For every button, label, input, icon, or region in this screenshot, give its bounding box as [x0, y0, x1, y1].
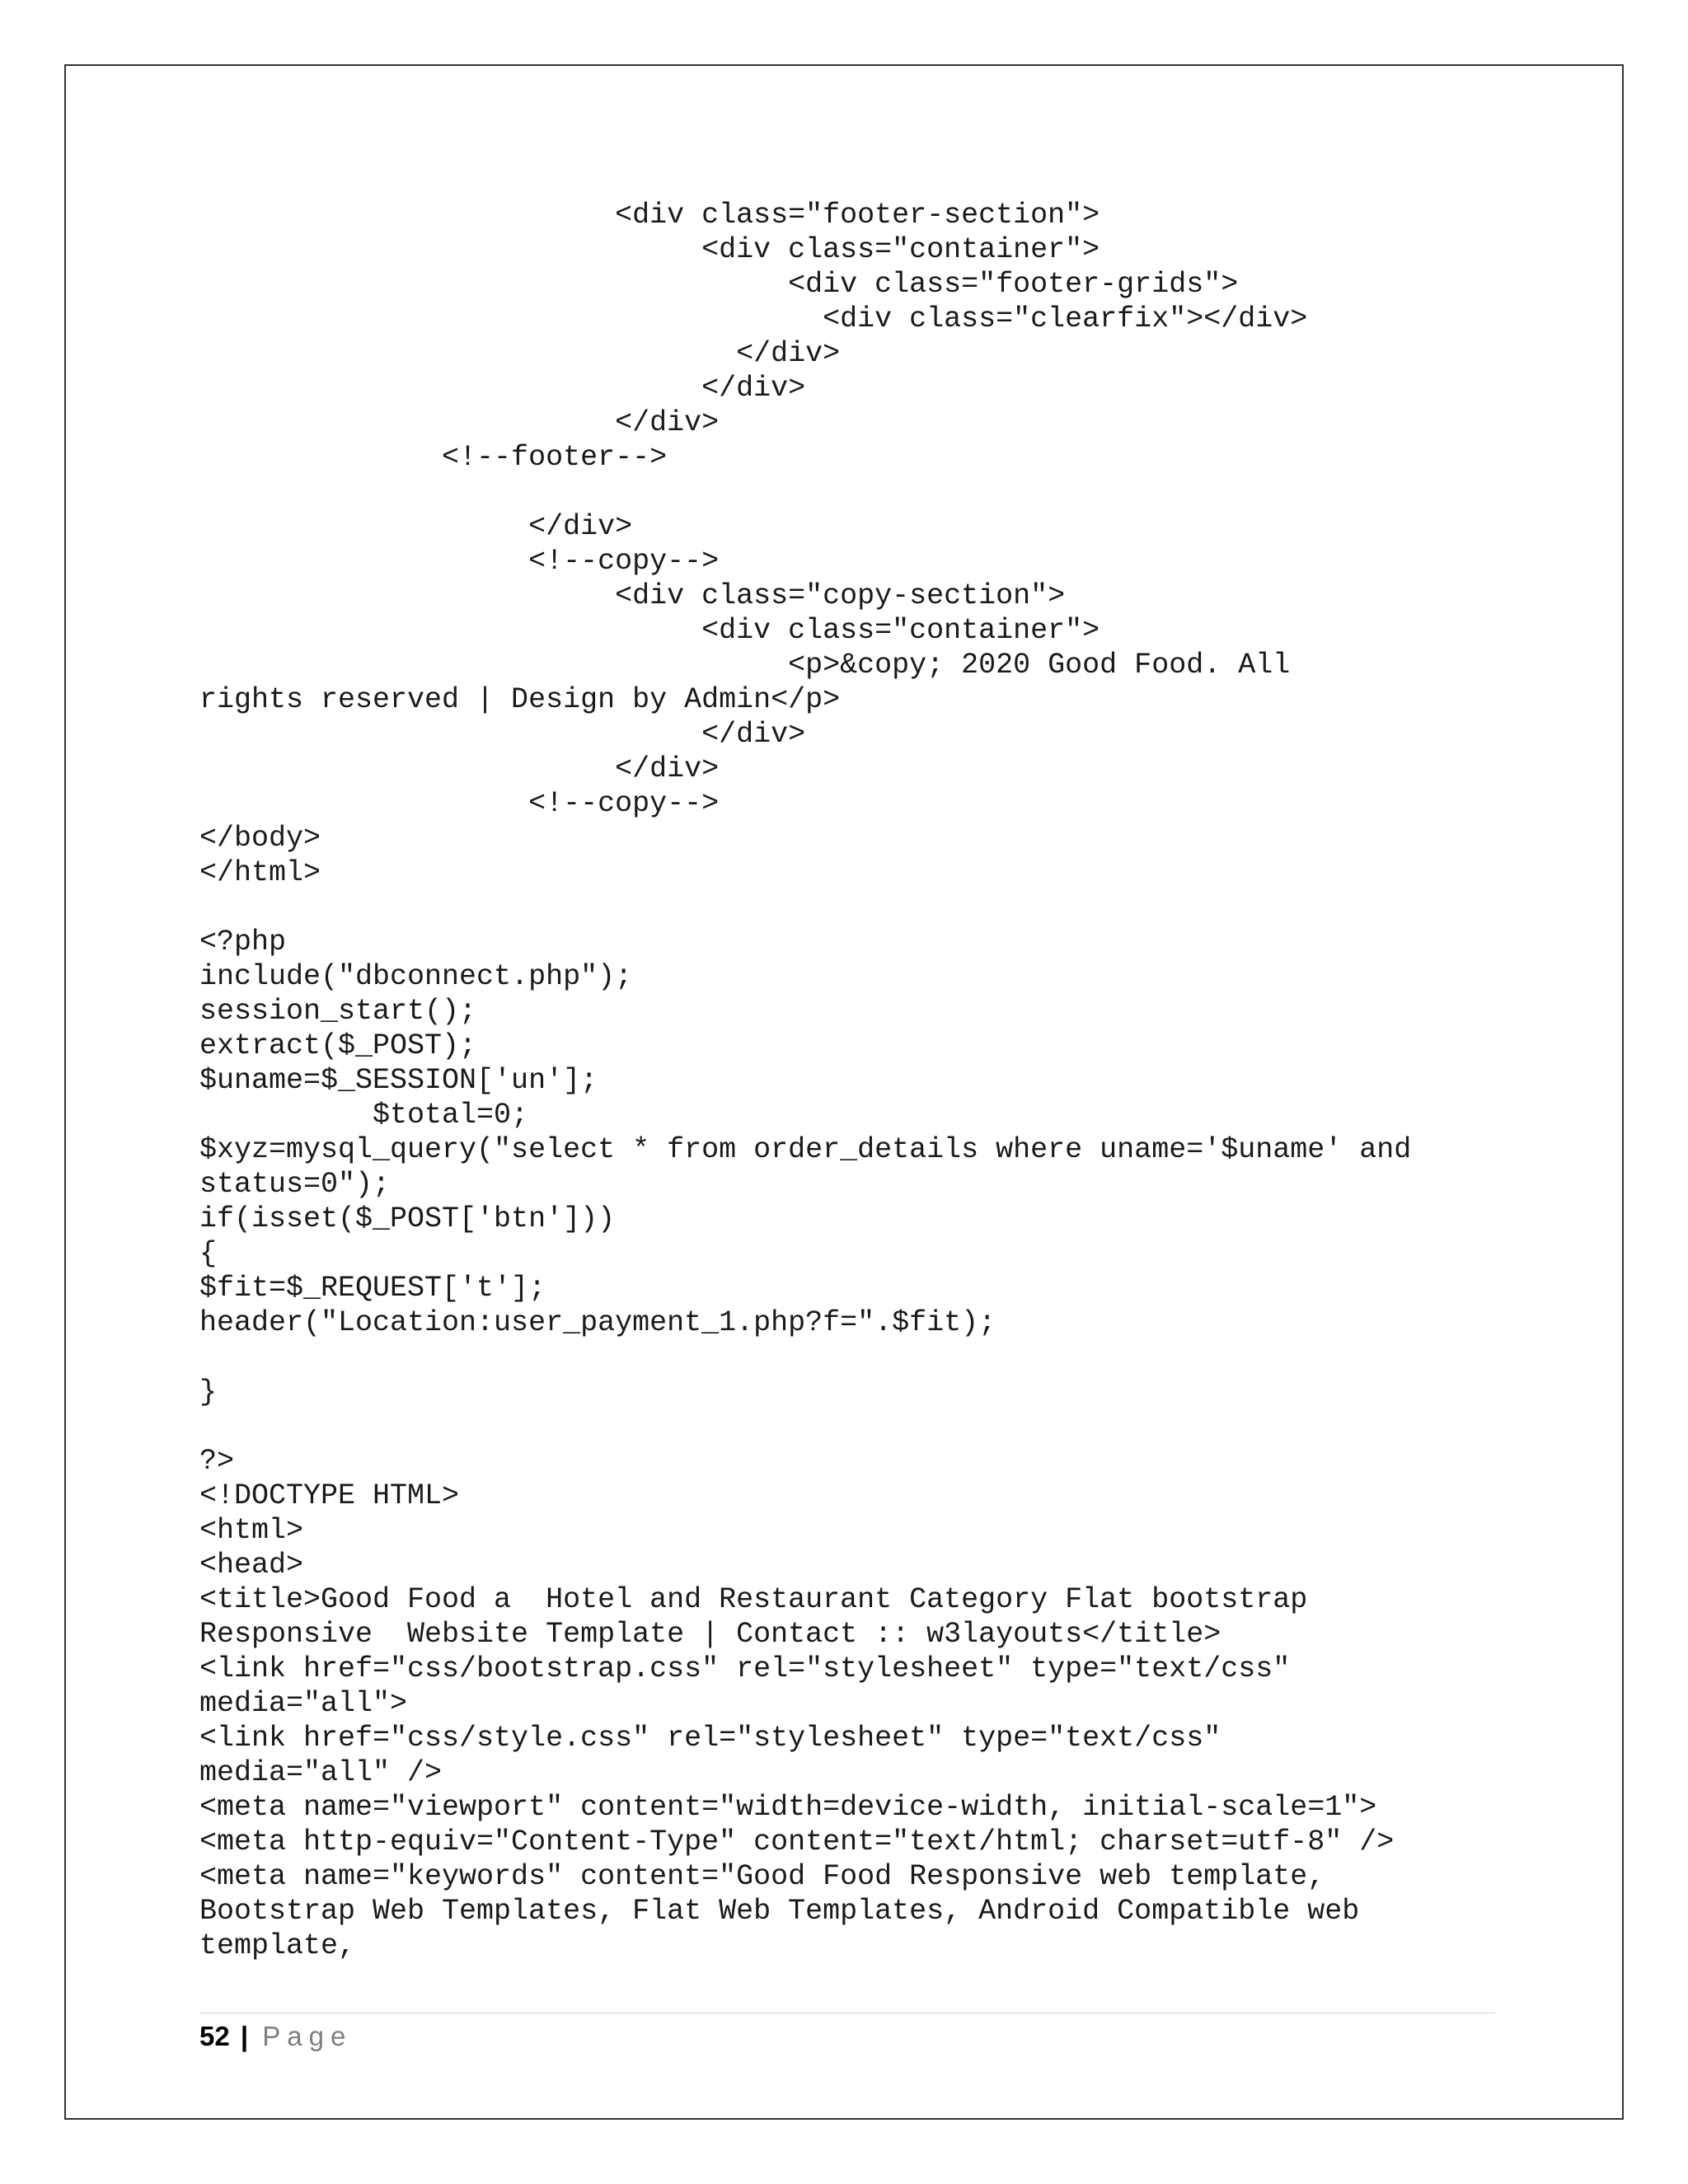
code-line: </div> [199, 752, 720, 785]
code-line: <?php [199, 926, 287, 958]
code-line: $total=0; [199, 1099, 529, 1132]
code-line: <head> [199, 1549, 304, 1582]
code-line: media="all"> [199, 1687, 408, 1720]
code-line: <div class="copy-section"> [199, 579, 1066, 612]
code-line: $xyz=mysql_query("select * from order_details where uname='$uname' and [199, 1133, 1412, 1166]
code-line: </html> [199, 856, 321, 889]
code-line: </body> [199, 822, 321, 855]
code-line: rights reserved | Design by Admin</p> [199, 683, 841, 716]
code-listing [199, 198, 1411, 1963]
code-line: <!--copy--> [199, 545, 720, 578]
code-line: <!DOCTYPE HTML> [199, 1479, 460, 1512]
code-line: Responsive Website Template | Contact :: w3layouts</title> [199, 1618, 1221, 1651]
code-line: <!--footer--> [199, 441, 668, 474]
code-line: <title>Good Food a Hotel and Restaurant Category Flat bootstrap [199, 1583, 1308, 1616]
code-line: media="all" /> [199, 1756, 443, 1789]
code-line: <link href="css/style.css" rel="stylesheet" type="text/css" [199, 1722, 1221, 1755]
code-line: include("dbconnect.php"); [199, 960, 633, 993]
code-line [199, 1340, 1411, 1375]
code-line: $uname=$_SESSION['un']; [199, 1064, 598, 1097]
code-line: Bootstrap Web Templates, Flat Web Templates, Android Compatible web [199, 1895, 1360, 1928]
code-line: <meta name="viewport" content="width=device-width, initial-scale=1"> [199, 1791, 1377, 1824]
code-line: <div class="footer-section"> [199, 199, 1100, 232]
page-number: 52 [199, 2021, 230, 2051]
code-line: <!--copy--> [199, 787, 720, 820]
code-line: <div class="clearfix"></div> [199, 302, 1308, 335]
code-line: ?> [199, 1445, 235, 1478]
code-line: </div> [199, 510, 633, 543]
code-line: { [199, 1237, 218, 1270]
code-line: status=0"); [199, 1168, 391, 1201]
code-line: <p>&copy; 2020 Good Food. All [199, 649, 1291, 682]
code-line: </div> [199, 337, 841, 370]
code-line: <link href="css/bootstrap.css" rel="stylesheet" type="text/css" [199, 1652, 1291, 1685]
code-line: <html> [199, 1514, 304, 1547]
code-line: session_start(); [199, 995, 477, 1028]
code-line: </div> [199, 372, 806, 405]
code-line: template, [199, 1929, 356, 1962]
code-line [199, 475, 1411, 509]
code-line [199, 890, 1411, 925]
page-footer [199, 2019, 352, 2054]
page-separator: | [240, 2021, 249, 2051]
code-line [199, 1409, 1411, 1444]
code-line: <div class="footer-grids"> [199, 268, 1239, 301]
code-line: </div> [199, 406, 720, 439]
code-line: <meta http-equiv="Content-Type" content="text/html; charset=utf-8" /> [199, 1825, 1395, 1858]
code-line: if(isset($_POST['btn'])) [199, 1202, 616, 1235]
code-line: header("Location:user_payment_1.php?f=".$fit); [199, 1306, 996, 1339]
code-line: <div class="container"> [199, 233, 1100, 266]
code-line: extract($_POST); [199, 1029, 477, 1062]
code-line: $fit=$_REQUEST['t']; [199, 1272, 546, 1305]
page-label: Page [262, 2021, 353, 2051]
code-line: <meta name="keywords" content="Good Food Responsive web template, [199, 1860, 1325, 1893]
code-line: } [199, 1376, 218, 1408]
code-line: </div> [199, 718, 806, 751]
code-line: <div class="container"> [199, 614, 1100, 647]
